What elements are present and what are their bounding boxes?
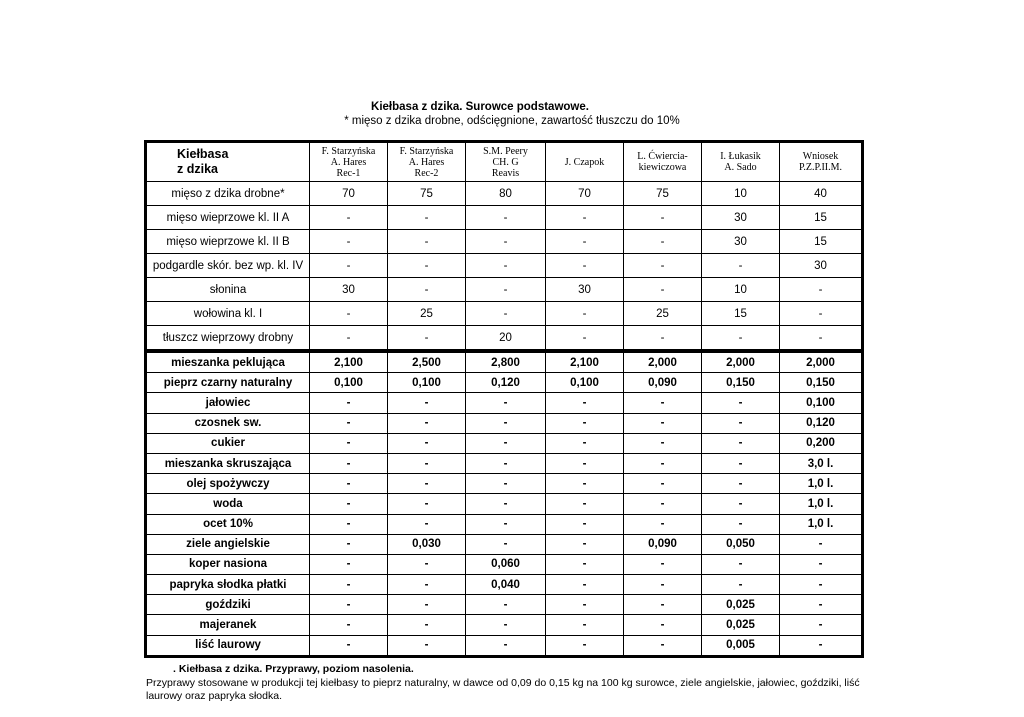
table-cell: - [624,206,702,230]
table-cell: - [466,453,546,473]
table-row [146,554,863,574]
table-row [146,326,863,352]
table-cell: - [388,254,466,278]
table-cell: - [546,474,624,494]
column-header-line: kiewiczowa [638,162,687,173]
row-label: papryka słodka płatki [146,575,310,595]
table-cell: - [702,514,780,534]
column-header [702,142,780,182]
table-cell: - [780,575,863,595]
table-cell: - [702,254,780,278]
column-header-line: Wniosek [802,151,839,162]
table-cell: - [310,514,388,534]
column-header-line: L. Ćwiercia- [637,151,688,162]
table-row [146,433,863,453]
table-row [146,635,863,656]
table-cell: - [780,302,863,326]
table-cell: - [624,635,702,656]
table-cell: - [310,326,388,352]
table-cell: - [624,514,702,534]
table-cell: - [466,474,546,494]
table-cell: - [310,635,388,656]
table-cell: 25 [388,302,466,326]
column-header [388,142,466,182]
row-label: słonina [146,278,310,302]
row-label: mięso z dzika drobne* [146,182,310,206]
table-cell: 0,005 [702,635,780,656]
column-header-line: Reavis [491,167,520,179]
table-cell: - [388,206,466,230]
row-label: jałowiec [146,393,310,413]
table-row [146,206,863,230]
table-row [146,615,863,635]
table-cell: - [388,595,466,615]
header-row [146,142,863,182]
column-header [310,142,388,182]
row-label: tłuszcz wieprzowy drobny [146,326,310,352]
table-cell: 40 [780,182,863,206]
table-cell: - [624,230,702,254]
table-cell: - [624,575,702,595]
table-cell: - [466,615,546,635]
table-cell: - [310,474,388,494]
table-row [146,514,863,534]
table-cell: - [310,575,388,595]
table-row [146,595,863,615]
table-cell: - [310,453,388,473]
row-label: ziele angielskie [146,534,310,554]
table-cell: 15 [780,230,863,254]
table-cell: - [702,575,780,595]
table-row [146,351,863,373]
table-cell: - [624,554,702,574]
table-cell: - [388,635,466,656]
row-label: pieprz czarny naturalny [146,373,310,393]
table-cell: 30 [310,278,388,302]
table-cell: - [310,254,388,278]
table-cell: - [466,494,546,514]
table-cell: - [310,206,388,230]
table-cell: - [546,494,624,514]
table-cell: - [702,393,780,413]
table-row [146,474,863,494]
table-cell: 1,0 l. [780,494,863,514]
table-row [146,413,863,433]
row-label: woda [146,494,310,514]
table-cell: 15 [702,302,780,326]
table-cell: 0,025 [702,615,780,635]
table-cell: 2,500 [388,351,466,373]
table-cell: - [780,554,863,574]
table-cell: - [466,433,546,453]
table-cell: 2,100 [546,351,624,373]
column-header-line: A. Hares [408,156,445,168]
table-cell: 0,100 [546,373,624,393]
table-cell: - [466,393,546,413]
table-cell: 10 [702,182,780,206]
row-label: wołowina kl. I [146,302,310,326]
table-cell: 0,120 [466,373,546,393]
table-cell: - [388,615,466,635]
table-cell: 80 [466,182,546,206]
row-label: olej spożywczy [146,474,310,494]
table-cell: 0,150 [780,373,863,393]
table-cell: - [702,453,780,473]
row-label: mięso wieprzowe kl. II B [146,230,310,254]
table-cell: - [388,453,466,473]
table-cell: - [780,326,863,352]
table-cell: - [546,534,624,554]
table-row [146,230,863,254]
table-cell: - [702,433,780,453]
table-cell: 2,100 [310,351,388,373]
table-cell: - [780,278,863,302]
table-cell: 10 [702,278,780,302]
table-cell: - [466,206,546,230]
table-cell: 0,100 [388,373,466,393]
table-cell: - [546,254,624,278]
table-cell: - [546,595,624,615]
table-cell: - [624,494,702,514]
row-label: mieszanka peklująca [146,351,310,373]
table-cell: - [466,595,546,615]
table-cell: - [466,635,546,656]
table-cell: - [310,302,388,326]
table-cell: - [780,534,863,554]
table-cell: - [546,433,624,453]
table-cell: 1,0 l. [780,474,863,494]
row-label: mieszanka skruszająca [146,453,310,473]
table-cell: - [702,494,780,514]
table-cell: - [388,433,466,453]
table-cell: 0,050 [702,534,780,554]
table-cell: 0,060 [466,554,546,574]
table-cell: - [310,615,388,635]
table-row [146,575,863,595]
table-cell: - [388,278,466,302]
table-cell: - [388,554,466,574]
column-header-line: I. Łukasik [720,151,761,162]
table-cell: - [466,514,546,534]
table-cell: 0,120 [780,413,863,433]
table-cell: 3,0 l. [780,453,863,473]
table-cell: - [702,413,780,433]
table-cell: - [780,595,863,615]
table-cell: - [466,278,546,302]
table-cell: - [546,206,624,230]
table-cell: - [388,393,466,413]
table-cell: - [388,413,466,433]
recipe-table [144,140,864,658]
table-cell: 75 [388,182,466,206]
table-cell: 2,000 [702,351,780,373]
table-cell: - [310,230,388,254]
table-cell: - [546,393,624,413]
table-cell: - [466,302,546,326]
table-cell: - [388,575,466,595]
table-cell: - [466,254,546,278]
row-label: podgardle skór. bez wp. kl. IV [146,254,310,278]
table-cell: - [388,514,466,534]
table-cell: 30 [702,206,780,230]
table-cell: 0,090 [624,534,702,554]
table-cell: 0,025 [702,595,780,615]
table-row [146,494,863,514]
table-cell: - [624,278,702,302]
column-header-line: J. Czapok [564,156,605,168]
table-cell: - [310,534,388,554]
row-label: liść laurowy [146,635,310,656]
table-cell: - [546,514,624,534]
column-header-line: F. Starzyńska [321,145,376,157]
table-row [146,302,863,326]
table-row [146,393,863,413]
table-cell: - [546,326,624,352]
row-label: cukier [146,433,310,453]
table-cell: - [546,413,624,433]
table-cell: 0,200 [780,433,863,453]
footer-text: Przyprawy stosowane w produkcji tej kiełbasy to pieprz naturalny, w dawce od 0,09 do 0,15 kg na 100 kg surowce, ziele angielskie, jałowiec, goździki, liść laurowy oraz papryka słodka. [146,677,860,702]
table-cell: - [546,554,624,574]
row-label: majeranek [146,615,310,635]
row-label: ocet 10% [146,514,310,534]
table-cell: - [388,326,466,352]
table-row [146,182,863,206]
column-header [466,142,546,182]
column-header-line: CH. G [492,156,519,168]
table-cell: 0,040 [466,575,546,595]
corner-header [146,142,310,182]
column-header-line: F. Starzyńska [399,145,454,157]
table-cell: - [702,474,780,494]
column-header-line: A. Hares [330,156,367,168]
table-cell: 20 [466,326,546,352]
table-cell: 25 [624,302,702,326]
row-label: mięso wieprzowe kl. II A [146,206,310,230]
table-cell: - [624,393,702,413]
table-cell: 0,090 [624,373,702,393]
table-row [146,254,863,278]
table-cell: - [624,615,702,635]
table-cell: - [388,230,466,254]
table-cell: - [388,494,466,514]
base-ingredients-body [146,182,863,352]
table-cell: 15 [780,206,863,230]
table-cell: - [310,595,388,615]
row-label: goździki [146,595,310,615]
table-cell: - [310,393,388,413]
table-row [146,534,863,554]
page-title: Kiełbasa z dzika. Surowce podstawowe. [371,101,589,113]
table-cell: - [624,433,702,453]
column-header-line: S.M. Peery [483,145,528,157]
column-header-line: Rec-2 [414,167,439,179]
footer-caption: . Kiełbasa z dzika. Przyprawy, poziom nasolenia. [173,663,414,675]
table-cell: - [388,474,466,494]
table-cell: - [702,554,780,574]
table-cell: - [780,635,863,656]
column-header [546,142,624,182]
column-header [780,142,863,182]
row-label: czosnek sw. [146,413,310,433]
column-header [624,142,702,182]
table-cell: 30 [702,230,780,254]
page-subtitle: * mięso z dzika drobne, odścięgnione, zawartość tłuszczu do 10% [344,115,680,127]
column-header-line: P.Z.P.II.M. [798,162,843,173]
table-cell: - [466,230,546,254]
table-row [146,453,863,473]
table-cell: - [546,635,624,656]
spices-body [146,351,863,656]
table-cell: - [310,413,388,433]
corner-line-2: z dzika [177,162,218,176]
table-cell: 30 [780,254,863,278]
table-cell: - [466,413,546,433]
table-cell: 2,800 [466,351,546,373]
table-cell: - [546,575,624,595]
table-cell: 2,000 [780,351,863,373]
column-header-line: Rec-1 [336,167,361,179]
table-cell: 1,0 l. [780,514,863,534]
column-header-line: A. Sado [724,162,757,173]
table-cell: - [624,453,702,473]
table-cell: - [624,595,702,615]
table-cell: - [546,615,624,635]
table-cell: - [310,494,388,514]
corner-line-1: Kiełbasa [177,147,229,161]
table-cell: - [466,534,546,554]
table-cell: 0,030 [388,534,466,554]
table-row [146,373,863,393]
table-cell: - [780,615,863,635]
table-cell: 0,150 [702,373,780,393]
table-cell: 70 [310,182,388,206]
table-cell: 75 [624,182,702,206]
table-cell: - [310,554,388,574]
table-cell: - [546,302,624,326]
table-cell: 2,000 [624,351,702,373]
table-cell: - [624,326,702,352]
table-row [146,278,863,302]
table-cell: - [546,230,624,254]
table-cell: 70 [546,182,624,206]
table-cell: 30 [546,278,624,302]
table-cell: - [624,254,702,278]
table-cell: - [624,474,702,494]
table-cell: - [546,453,624,473]
table-cell: - [624,413,702,433]
table-cell: 0,100 [310,373,388,393]
table-cell: - [702,326,780,352]
row-label: koper nasiona [146,554,310,574]
table-cell: - [310,433,388,453]
table-cell: 0,100 [780,393,863,413]
